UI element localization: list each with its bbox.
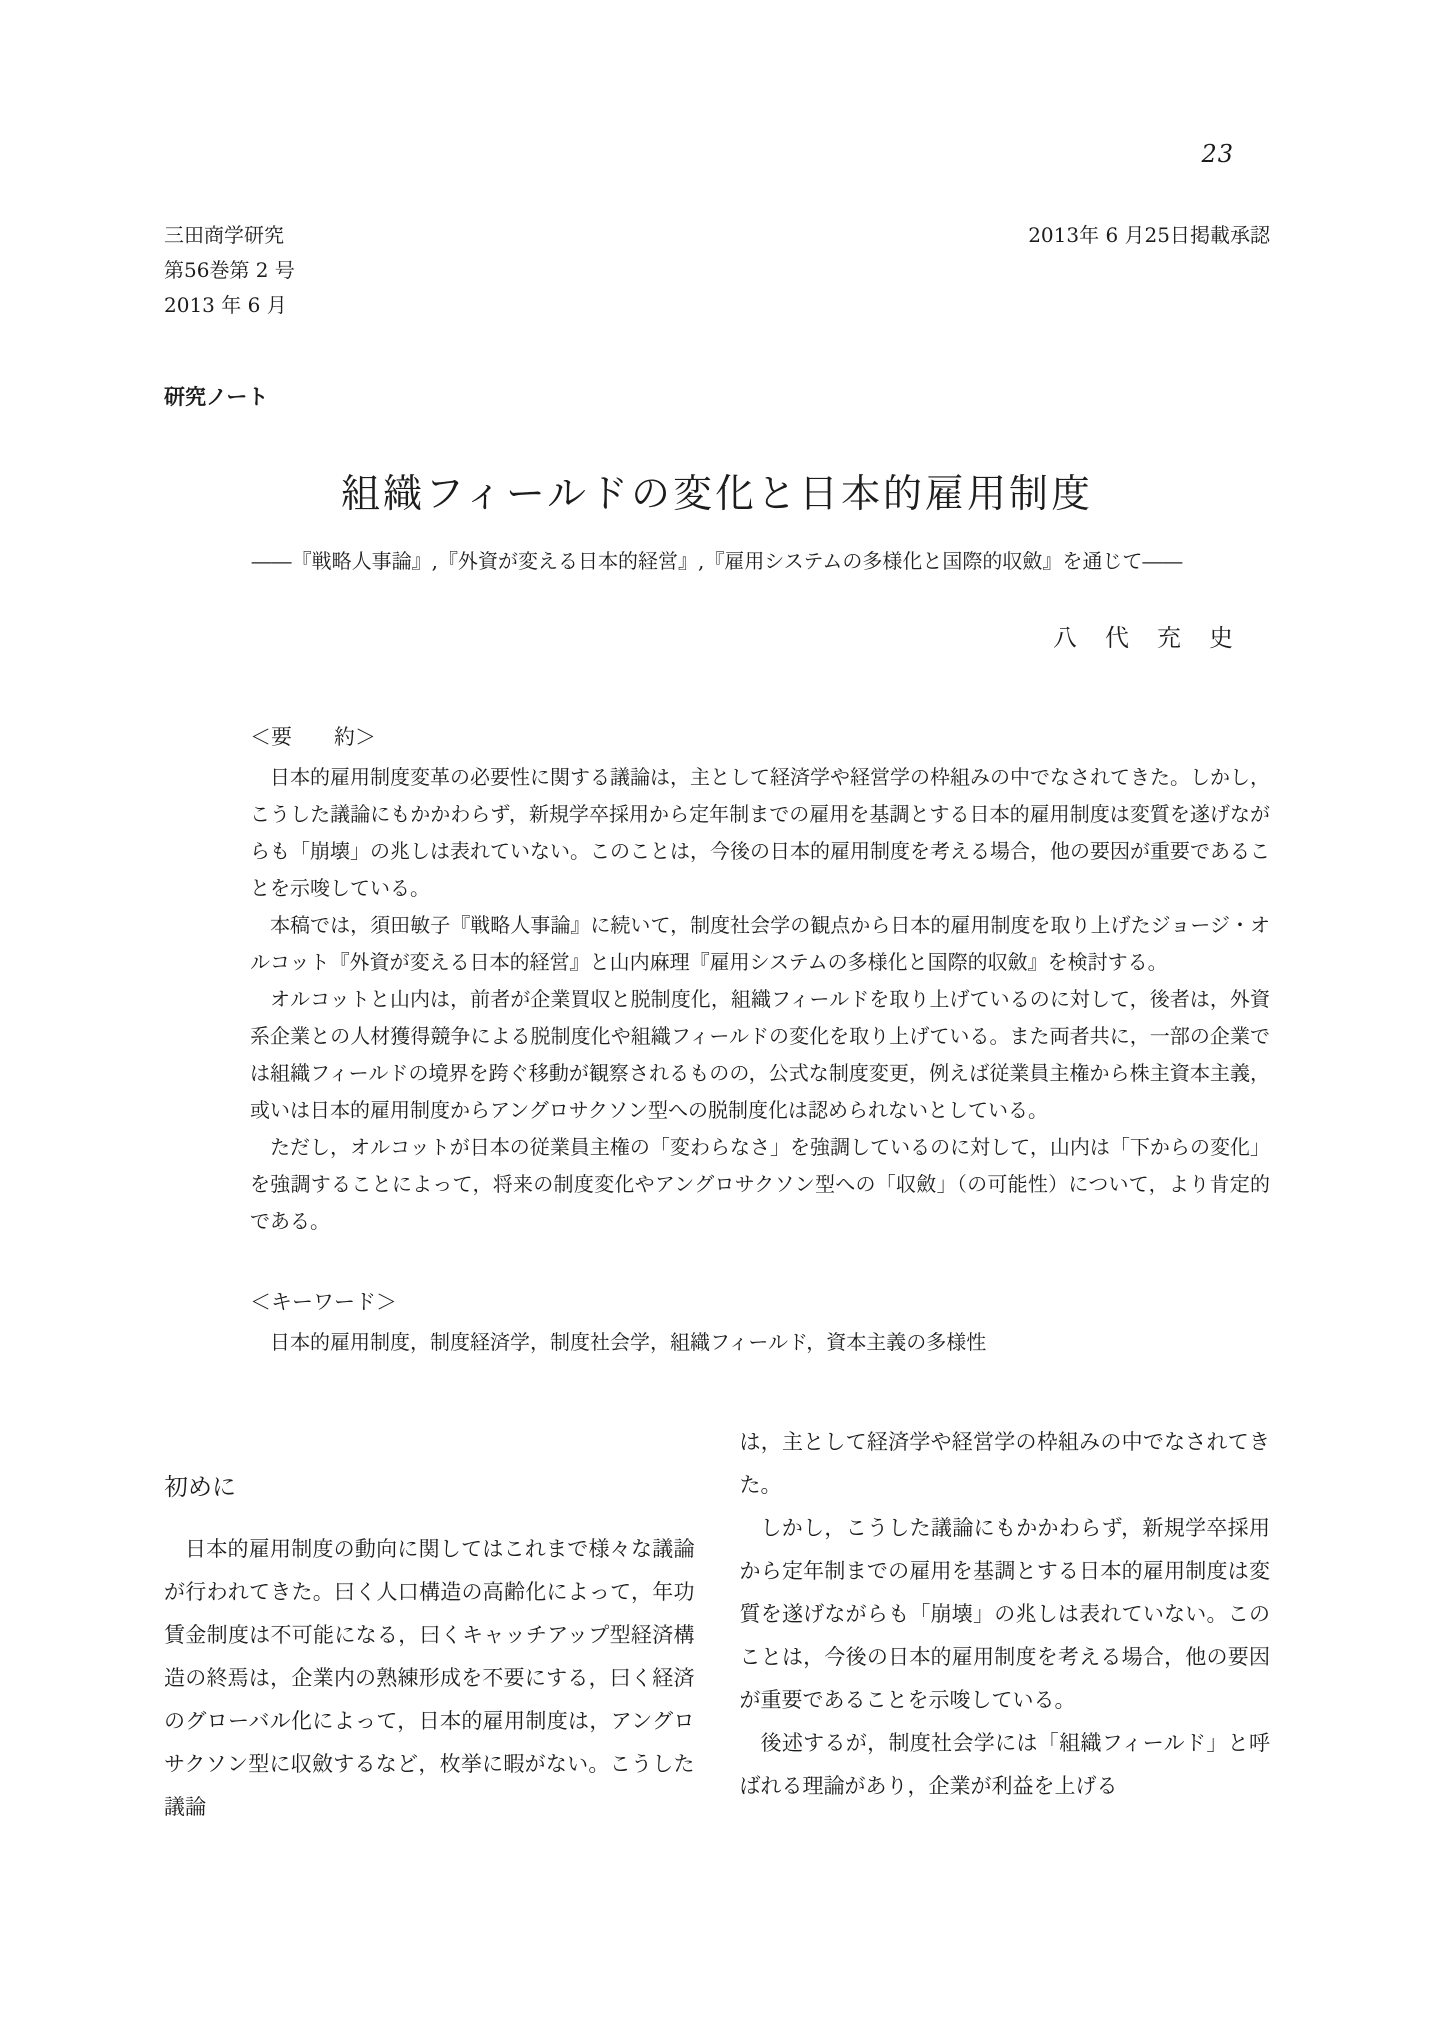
journal-info [164, 218, 295, 323]
abstract-paragraph: オルコットと山内は，前者が企業買収と脱制度化，組織フィールドを取り上げているのに対して，後者は，外資系企業との人材獲得競争による脱制度化や組織フィールドの変化を取り上げている。また両者共に，一部の企業では組織フィールドの境界を跨ぐ移動が観察されるものの，公式な制度変更，例えば従業員主権から株主資本主義，或いは日本的雇用制度からアングロサクソン型への脱制度化は認められないとしている。 [250, 987, 1270, 1123]
abstract-paragraph: ただし，オルコットが日本の従業員主権の「変わらなさ」を強調しているのに対して，山内は「下からの変化」を強調することによって，将来の制度変化やアングロサクソン型への「収斂」（の可能性）について，より肯定的である。 [250, 1135, 1270, 1234]
abstract-paragraph: 本稿では，須田敏子『戦略人事論』に続いて，制度社会学の観点から日本的雇用制度を取り上げたジョージ・オルコット『外資が変える日本的経営』と山内麻理『雇用システムの多様化と国際的収斂』を検討する。 [250, 913, 1270, 975]
author-name: 八 代 充 史 [1053, 624, 1235, 653]
note-type-label: 研究ノート [164, 385, 269, 409]
journal-volume: 第56巻第 2 号 [164, 258, 295, 282]
paper-subtitle: ――『戦略人事論』,『外資が変える日本的経営』,『雇用システムの多様化と国際的収斂』を通じて―― [251, 549, 1183, 574]
page-number: 23 [1201, 140, 1234, 168]
abstract-section [250, 721, 1270, 1240]
body-paragraph: は，主として経済学や経営学の枠組みの中でなされてきた。 [739, 1430, 1270, 1498]
journal-name: 三田商学研究 [164, 223, 284, 247]
journal-date: 2013 年 6 月 [164, 293, 287, 317]
paper-title: 組織フィールドの変化と日本的雇用制度 [340, 472, 1094, 517]
abstract-heading: ＜要 約＞ [250, 725, 376, 750]
body-paragraph: しかし，こうした議論にもかかわらず，新規学卒採用から定年制までの雇用を基調とする日本的雇用制度は変質を遂げながらも「崩壊」の兆しは表れていない。このことは，今後の日本的雇用制度を考える場合，他の要因が重要であることを示唆している。 [739, 1516, 1270, 1713]
left-column [164, 1421, 695, 1829]
keywords-heading: ＜キーワード＞ [250, 1290, 397, 1315]
body-paragraph: 後述するが，制度社会学には「組織フィールド」と呼ばれる理論があり，企業が利益を上げる [739, 1731, 1270, 1799]
body-columns [164, 1421, 1270, 1829]
section-heading-intro: 初めに [164, 1473, 236, 1502]
abstract-paragraph: 日本的雇用制度変革の必要性に関する議論は，主として経済学や経営学の枠組みの中でなされてきた。しかし，こうした議論にもかかわらず，新規学卒採用から定年制までの雇用を基調とする日本的雇用制度は変質を遂げながらも「崩壊」の兆しは表れていない。このことは，今後の日本的雇用制度を考える場合，他の要因が重要であることを示唆している。 [250, 765, 1270, 901]
right-column [740, 1421, 1271, 1829]
keywords-section [250, 1286, 1270, 1361]
body-paragraph: 日本的雇用制度の動向に関してはこれまで様々な議論が行われてきた。曰く人口構造の高齢化によって，年功賃金制度は不可能になる，曰くキャッチアップ型経済構造の終焉は，企業内の熟練形成を不要にする，曰く経済のグローバル化によって，日本的雇用制度は，アングロサクソン型に収斂するなど，枚挙に暇がない。こうした議論 [164, 1537, 695, 1820]
keywords-text: 日本的雇用制度，制度経済学，制度社会学，組織フィールド，資本主義の多様性 [270, 1330, 987, 1355]
page-header [164, 0, 1270, 323]
approval-date: 2013年 6 月25日掲載承認 [1028, 223, 1270, 247]
